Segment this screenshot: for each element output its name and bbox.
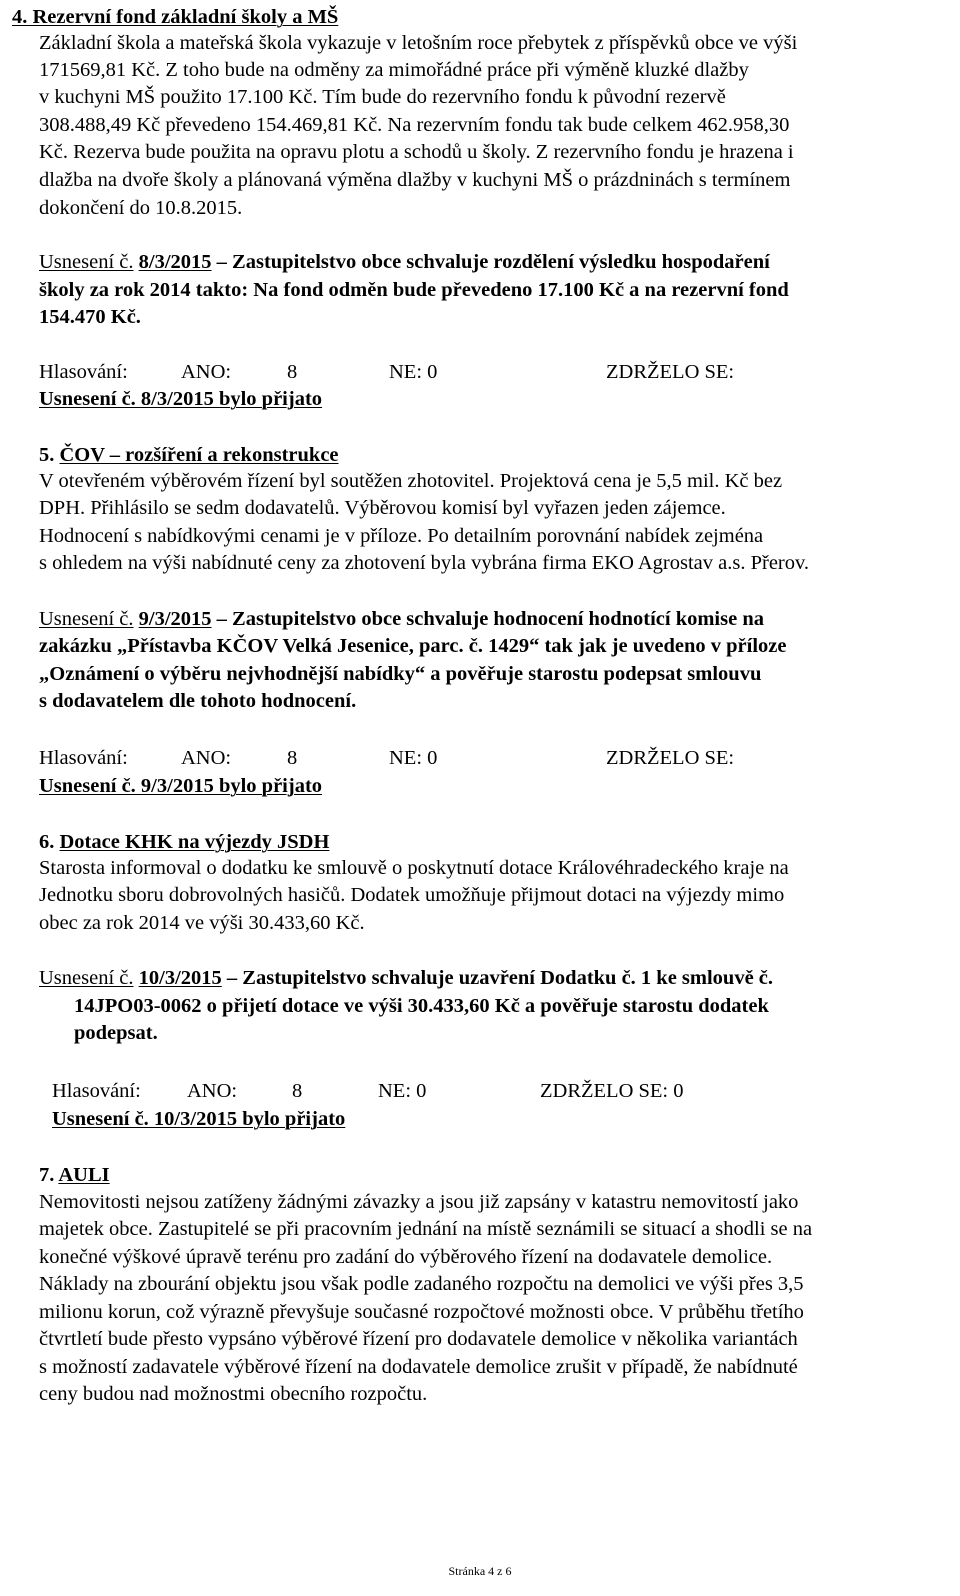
resolution-number: 8/3/2015 <box>138 251 212 273</box>
vote-yes-count: 8 <box>287 361 298 383</box>
resolution-text: „Oznámení o výběru nejvhodnější nabídky“ a pověřuje starostu podepsat smlouvu <box>39 663 762 685</box>
section-title: AULI <box>58 1164 110 1186</box>
vote-yes-label: ANO: <box>181 361 232 383</box>
body-line: DPH. Přihlásilo se sedm dodavatelů. Výběrovou komisí byl vyřazen jeden zájemce. <box>39 497 726 519</box>
body-line: čtvrtletí bude přesto vypsáno výběrové řízení pro dodavatele demolice v několika variantách <box>39 1328 798 1350</box>
vote-yes-count: 8 <box>287 747 298 769</box>
body-line: dlažba na dvoře školy a plánovaná výměna dlažby v kuchyni MŠ o prázdninách s termínem <box>39 169 791 191</box>
body-line: Jednotku sboru dobrovolných hasičů. Dodatek umožňuje přijmout dotaci na výjezdy mimo <box>39 884 785 906</box>
section-4-heading: 4. Rezervní fond základní školy a MŠ <box>12 6 339 28</box>
body-line: Základní škola a mateřská škola vykazuje v letošním roce přebytek z příspěvků obce ve výši <box>39 32 798 54</box>
resolution-result: Usnesení č. 9/3/2015 bylo přijato <box>39 775 323 797</box>
resolution-label: Usnesení č. <box>39 251 134 273</box>
resolution-text: zakázku „Přístavba KČOV Velká Jesenice, parc. č. 1429“ tak jak je uvedeno v příloze <box>39 635 787 657</box>
vote-label: Hlasování: <box>39 361 128 383</box>
vote-label: Hlasování: <box>39 747 128 769</box>
resolution-label: Usnesení č. <box>39 608 134 630</box>
resolution-line <box>39 606 764 633</box>
resolution-dash: – <box>216 608 227 630</box>
section-title: ČOV – rozšíření a rekonstrukce <box>59 444 339 466</box>
section-number: 5. <box>39 444 55 466</box>
body-line: konečné výškové úpravě terénu pro zadání do výběrového řízení na dodavatele demolice. <box>39 1246 773 1268</box>
resolution-dash: – <box>226 967 238 989</box>
vote-yes-count: 8 <box>292 1080 303 1102</box>
vote-no: NE: 0 <box>378 1080 427 1102</box>
body-line: majetek obce. Zastupitelé se při pracovním jednání na místě seznámili se situací a shodli se na <box>39 1218 813 1240</box>
vote-abstain: ZDRŽELO SE: <box>606 747 735 769</box>
body-line: milionu korun, což výrazně převyšuje současné rozpočtové možnosti obce. V průběhu třetího <box>39 1301 804 1323</box>
resolution-text: Zastupitelstvo obce schvaluje hodnocení hodnotící komise na <box>232 608 764 630</box>
vote-abstain: ZDRŽELO SE: <box>606 361 735 383</box>
section-6-heading <box>39 829 329 856</box>
body-line: dokončení do 10.8.2015. <box>39 197 243 219</box>
vote-no: NE: 0 <box>389 361 438 383</box>
resolution-text: 154.470 Kč. <box>39 306 141 328</box>
vote-no: NE: 0 <box>389 747 438 769</box>
resolution-dash: – <box>216 251 227 273</box>
body-line: 308.488,49 Kč převedeno 154.469,81 Kč. Na rezervním fondu tak bude celkem 462.958,30 <box>39 114 790 136</box>
section-number: 7. <box>39 1164 55 1186</box>
body-line: V otevřeném výběrovém řízení byl soutěžen zhotovitel. Projektová cena je 5,5 mil. Kč bez <box>39 470 783 492</box>
section-number: 6. <box>39 831 55 853</box>
body-line: v kuchyni MŠ použito 17.100 Kč. Tím bude do rezervního fondu k původní rezervě <box>39 86 726 108</box>
body-line: ceny budou nad možnostmi obecního rozpočtu. <box>39 1383 428 1405</box>
body-line: obec za rok 2014 ve výši 30.433,60 Kč. <box>39 912 365 934</box>
resolution-text: školy za rok 2014 takto: Na fond odměn bude převedeno 17.100 Kč a na rezervní fond <box>39 279 789 301</box>
body-line: Náklady na zbourání objektu jsou však podle zadaného rozpočtu na demolici ve výši přes 3,5 <box>39 1273 804 1295</box>
vote-yes-label: ANO: <box>187 1080 238 1102</box>
vote-abstain: ZDRŽELO SE: 0 <box>540 1080 684 1102</box>
vote-label: Hlasování: <box>52 1080 141 1102</box>
body-line: 171569,81 Kč. Z toho bude na odměny za mimořádné práce při výměně kluzké dlažby <box>39 59 749 81</box>
resolution-result: Usnesení č. 10/3/2015 bylo přijato <box>52 1108 346 1130</box>
body-line: s ohledem na výši nabídnuté ceny za zhotovení byla vybrána firma EKO Agrostav a.s. Přerov. <box>39 552 810 574</box>
resolution-text: podepsat. <box>74 1022 158 1044</box>
body-line: Starosta informoval o dodatku ke smlouvě o poskytnutí dotace Královéhradeckého kraje na <box>39 857 789 879</box>
body-line: s možností zadavatele výběrové řízení na dodavatele demolice zrušit v případě, že nabídnuté <box>39 1356 798 1378</box>
resolution-number: 10/3/2015 <box>138 967 222 989</box>
resolution-text: s dodavatelem dle tohoto hodnocení. <box>39 690 357 712</box>
section-5-heading <box>39 442 339 469</box>
body-line: Kč. Rezerva bude použita na opravu plotu a schodů u školy. Z rezervního fondu je hrazena i <box>39 141 794 163</box>
section-title: Dotace KHK na výjezdy JSDH <box>59 831 330 853</box>
resolution-line <box>39 249 770 276</box>
resolution-line <box>39 965 773 992</box>
resolution-result: Usnesení č. 8/3/2015 bylo přijato <box>39 388 323 410</box>
resolution-number: 9/3/2015 <box>138 608 212 630</box>
resolution-text: Zastupitelstvo obce schvaluje rozdělení výsledku hospodaření <box>232 251 770 273</box>
resolution-label: Usnesení č. <box>39 967 134 989</box>
page-footer: Stránka 4 z 6 <box>448 1564 512 1578</box>
body-line: Hodnocení s nabídkovými cenami je v příloze. Po detailním porovnání nabídek zejména <box>39 525 764 547</box>
resolution-text: Zastupitelstvo schvaluje uzavření Dodatku č. 1 ke smlouvě č. <box>242 967 774 989</box>
vote-yes-label: ANO: <box>181 747 232 769</box>
body-line: Nemovitosti nejsou zatíženy žádnými závazky a jsou již zapsány v katastru nemovitostí jako <box>39 1191 799 1213</box>
section-7-heading <box>39 1162 110 1189</box>
resolution-text: 14JPO03-0062 o přijetí dotace ve výši 30.433,60 Kč a pověřuje starostu dodatek <box>74 995 769 1017</box>
